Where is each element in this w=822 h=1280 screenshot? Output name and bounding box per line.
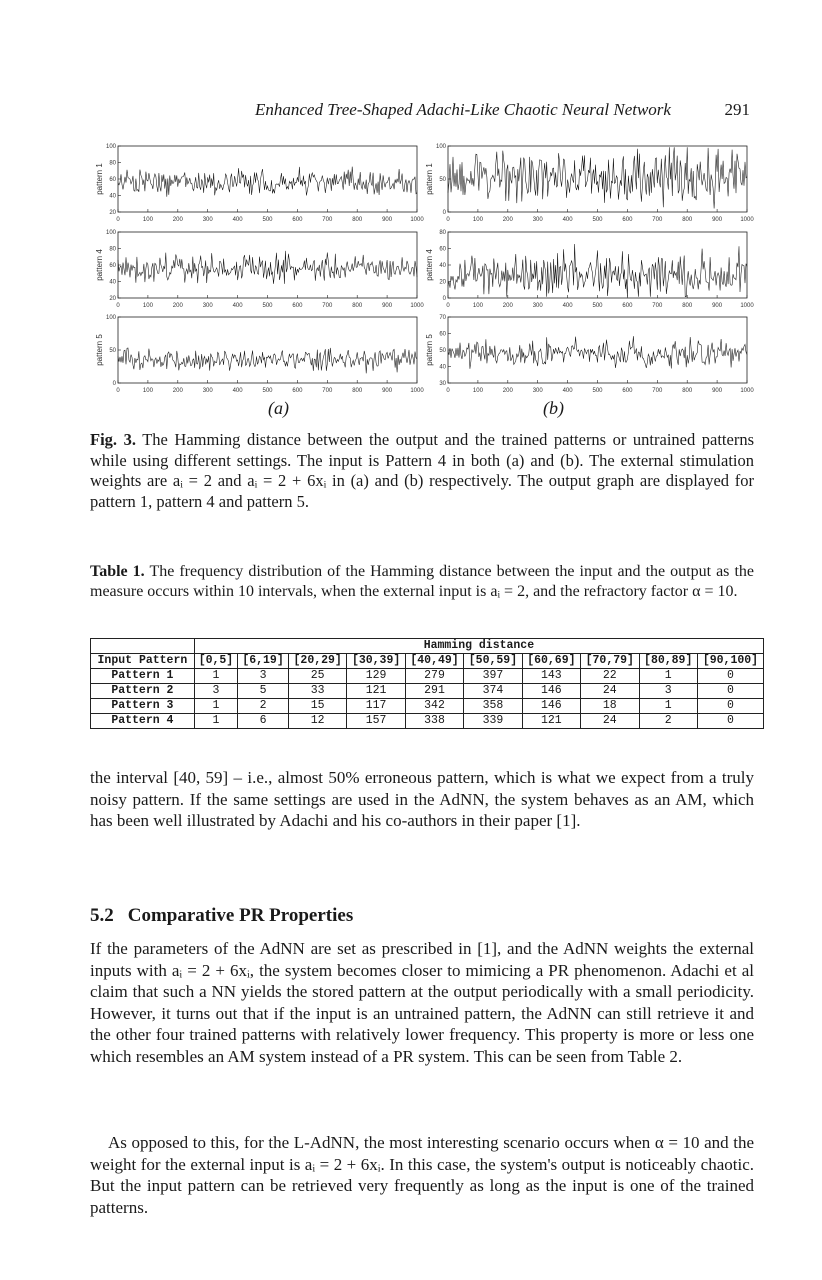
table-caption-text: The frequency distribution of the Hamming distance between the input and the output as the measure occurs within 10 intervals, when the external input is aᵢ = 2, and the refractory factor α = 10. (90, 563, 754, 600)
plot-frame (448, 232, 747, 298)
x-tick-label: 1000 (410, 388, 424, 394)
table-cell: 24 (581, 714, 639, 729)
x-tick-label: 900 (382, 217, 393, 223)
x-tick-label: 200 (502, 217, 513, 223)
x-tick-label: 400 (232, 388, 243, 394)
table-cell: 2 (639, 714, 697, 729)
x-tick-label: 800 (682, 388, 693, 394)
table-cell: 3 (194, 684, 237, 699)
x-tick-label: 300 (532, 388, 543, 394)
table-row-label: Pattern 2 (91, 684, 195, 699)
table-row-label: Pattern 3 (91, 699, 195, 714)
x-tick-label: 900 (712, 217, 723, 223)
plot-b-pattern1 (422, 142, 752, 228)
x-tick-label: 800 (682, 303, 693, 309)
section-number: 5.2 (90, 905, 114, 926)
plot-b-pattern4 (422, 228, 752, 314)
body-paragraph-3-text: As opposed to this, for the L-AdNN, the most interesting scenario occurs when α = 10 and the weight for the external input is aᵢ = 2 + 6xᵢ. In this case, the system's output is noticeably chaotic. But the input pattern can be retrieved very frequently as long as the input is one of the trained patterns. (90, 1133, 754, 1217)
x-tick-label: 300 (532, 217, 543, 223)
x-tick-label: 600 (292, 388, 303, 394)
x-tick-label: 700 (322, 217, 333, 223)
y-tick-label: 20 (109, 296, 116, 302)
x-tick-label: 800 (682, 217, 693, 223)
y-axis-label: pattern 1 (425, 163, 434, 195)
x-tick-label: 0 (446, 388, 450, 394)
table-row (91, 684, 764, 699)
y-tick-label: 80 (109, 160, 116, 167)
x-tick-label: 200 (172, 303, 183, 309)
plot-frame (118, 146, 417, 212)
table-cell: 1 (639, 699, 697, 714)
table-cell: 339 (464, 714, 522, 729)
table-cell: 0 (697, 699, 763, 714)
y-tick-label: 100 (105, 230, 116, 236)
x-tick-label: 200 (172, 217, 183, 223)
table-cell: 1 (194, 714, 237, 729)
table-cell: 121 (522, 714, 580, 729)
table-cell: 24 (581, 684, 639, 699)
table-row (91, 714, 764, 729)
table-cell: 374 (464, 684, 522, 699)
table-group-header: Hamming distance (194, 639, 763, 654)
x-tick-label: 700 (322, 388, 333, 394)
x-tick-label: 900 (712, 303, 723, 309)
table-col-header: [90,100] (697, 654, 763, 669)
x-tick-label: 300 (202, 303, 213, 309)
x-tick-label: 1000 (740, 303, 754, 309)
body-paragraph-2-text: If the parameters of the AdNN are set as prescribed in [1], and the AdNN weights the external inputs with aᵢ = 2 + 6xᵢ, the system becomes closer to mimicing a PR phenomenon. Adachi et al claim that such a NN yields the stored pattern at the output periodically with a small periodicity. However, it turns out that if the input is an untrained pattern, the AdNN can still retrieve it and the other four trained patterns with relatively lower frequency. This property is more or less one which resembles an AM system instead of a PR system. This can be seen from Table 2. (90, 939, 754, 1066)
x-tick-label: 1000 (410, 217, 424, 223)
y-tick-label: 60 (439, 331, 446, 338)
x-tick-label: 600 (292, 217, 303, 223)
y-tick-label: 40 (109, 279, 116, 286)
panel-b-label: (b) (543, 398, 564, 418)
plot-a-pattern1 (92, 142, 422, 228)
y-tick-label: 100 (435, 144, 446, 150)
table-cell: 5 (238, 684, 289, 699)
x-tick-label: 400 (562, 388, 573, 394)
time-series-plot (422, 142, 752, 228)
x-tick-label: 600 (622, 303, 633, 309)
x-tick-label: 100 (472, 388, 483, 394)
y-tick-label: 30 (439, 381, 446, 387)
plot-a-pattern4 (92, 228, 422, 314)
table-cell: 358 (464, 699, 522, 714)
y-axis-label: pattern 5 (425, 334, 434, 366)
table-col-header: [40,49] (405, 654, 463, 669)
x-tick-label: 400 (232, 303, 243, 309)
table-cell: 12 (288, 714, 346, 729)
figure-caption-text: The Hamming distance between the output and the trained patterns or untrained patterns while using different settings. The input is Pattern 4 in both (a) and (b). The external stimulation weights are aᵢ = 2 and aᵢ = 2 + 6xᵢ in (a) and (b) respectively. The output graph are displayed for pattern 1, pattern 4 and pattern 5. (90, 430, 755, 511)
table-cell: 291 (405, 684, 463, 699)
x-tick-label: 700 (652, 217, 663, 223)
x-tick-label: 600 (292, 303, 303, 309)
x-tick-label: 100 (472, 217, 483, 223)
x-tick-label: 200 (172, 388, 183, 394)
x-tick-label: 400 (562, 303, 573, 309)
y-tick-label: 60 (439, 246, 446, 253)
plot-frame (448, 146, 747, 212)
table-cell: 342 (405, 699, 463, 714)
table-cell: 33 (288, 684, 346, 699)
body-paragraph-1-text: the interval [40, 59] – i.e., almost 50% erroneous pattern, which is what we expect from a truly noisy pattern. If the same settings are used in the AdNN, the system behaves as an AM, which has been well illustrated by Adachi and his co-authors in their paper [1]. (90, 768, 754, 830)
running-title: Enhanced Tree-Shaped Adachi-Like Chaotic Neural Network (255, 100, 671, 119)
x-tick-label: 200 (502, 303, 513, 309)
x-tick-label: 900 (382, 388, 393, 394)
table-cell: 15 (288, 699, 346, 714)
page-number: 291 (724, 100, 750, 119)
plot-frame (118, 317, 417, 383)
hamming-distance-table (90, 638, 764, 729)
x-tick-label: 1000 (740, 388, 754, 394)
table-cell: 157 (347, 714, 405, 729)
y-tick-label: 100 (105, 144, 116, 150)
y-tick-label: 50 (439, 348, 446, 354)
x-tick-label: 200 (502, 388, 513, 394)
y-tick-label: 50 (439, 177, 446, 183)
x-tick-label: 100 (472, 303, 483, 309)
body-paragraph-3 (90, 1132, 754, 1218)
body-paragraph-2 (90, 938, 754, 1067)
y-tick-label: 20 (439, 279, 446, 286)
table-cell: 25 (288, 669, 346, 684)
y-tick-label: 70 (439, 315, 446, 321)
x-tick-label: 500 (592, 217, 603, 223)
x-tick-label: 100 (142, 217, 153, 223)
table-cell: 0 (697, 684, 763, 699)
table-cell: 146 (522, 684, 580, 699)
x-tick-label: 700 (652, 303, 663, 309)
table-caption (90, 562, 754, 602)
table-cell: 2 (238, 699, 289, 714)
y-tick-label: 40 (439, 364, 446, 371)
running-header (255, 100, 750, 120)
time-series-plot (422, 228, 752, 314)
time-series-plot (422, 313, 752, 399)
y-tick-label: 60 (109, 177, 116, 183)
table-cell: 0 (697, 669, 763, 684)
x-tick-label: 700 (652, 388, 663, 394)
signal-trace (448, 336, 747, 369)
x-tick-label: 900 (712, 388, 723, 394)
table-cell: 3 (639, 684, 697, 699)
plot-frame (448, 317, 747, 383)
y-tick-label: 0 (442, 210, 446, 216)
x-tick-label: 400 (562, 217, 573, 223)
panel-a-label: (a) (268, 398, 289, 418)
x-tick-label: 300 (532, 303, 543, 309)
x-tick-label: 0 (446, 303, 450, 309)
y-tick-label: 80 (439, 230, 446, 236)
y-tick-label: 0 (442, 296, 446, 302)
table-col-header: [70,79] (581, 654, 639, 669)
signal-trace (448, 244, 747, 297)
body-paragraph-1 (90, 767, 754, 832)
table-row-header: Input Pattern (91, 654, 195, 669)
y-tick-label: 60 (109, 263, 116, 269)
y-tick-label: 100 (105, 315, 116, 321)
x-tick-label: 600 (622, 217, 633, 223)
plot-b-pattern5 (422, 313, 752, 399)
signal-trace (118, 167, 417, 197)
section-heading (90, 905, 353, 927)
table-row-label: Pattern 1 (91, 669, 195, 684)
y-tick-label: 40 (439, 263, 446, 269)
table-cell: 143 (522, 669, 580, 684)
table-corner-cell (91, 639, 195, 654)
table-cell: 18 (581, 699, 639, 714)
plot-frame (118, 232, 417, 298)
table-cell: 1 (194, 699, 237, 714)
y-tick-label: 50 (109, 348, 116, 354)
x-tick-label: 800 (352, 217, 363, 223)
signal-trace (448, 147, 747, 208)
table-col-header: [20,29] (288, 654, 346, 669)
x-tick-label: 500 (262, 303, 273, 309)
figure-caption-label: Fig. 3. (90, 430, 136, 449)
y-axis-label: pattern 1 (95, 163, 104, 195)
y-tick-label: 80 (109, 246, 116, 253)
table-cell: 146 (522, 699, 580, 714)
x-tick-label: 1000 (410, 303, 424, 309)
signal-trace (118, 348, 417, 373)
figure-caption (90, 430, 754, 512)
table-col-header: [60,69] (522, 654, 580, 669)
y-axis-label: pattern 5 (95, 334, 104, 366)
table-cell: 121 (347, 684, 405, 699)
x-tick-label: 800 (352, 388, 363, 394)
table-col-header: [0,5] (194, 654, 237, 669)
table-col-header: [80,89] (639, 654, 697, 669)
table-row (91, 669, 764, 684)
x-tick-label: 500 (592, 303, 603, 309)
x-tick-label: 0 (116, 217, 120, 223)
x-tick-label: 500 (262, 217, 273, 223)
y-axis-label: pattern 4 (425, 249, 434, 281)
y-tick-label: 40 (109, 193, 116, 200)
x-tick-label: 100 (142, 388, 153, 394)
table-cell: 1 (194, 669, 237, 684)
x-tick-label: 0 (116, 388, 120, 394)
table-cell: 397 (464, 669, 522, 684)
section-title: Comparative PR Properties (127, 905, 354, 926)
x-tick-label: 700 (322, 303, 333, 309)
x-tick-label: 400 (232, 217, 243, 223)
table-caption-label: Table 1. (90, 563, 145, 580)
y-tick-label: 0 (112, 381, 116, 387)
table-cell: 1 (639, 669, 697, 684)
time-series-plot (92, 313, 422, 399)
x-tick-label: 500 (262, 388, 273, 394)
time-series-plot (92, 228, 422, 314)
x-tick-label: 500 (592, 388, 603, 394)
table-cell: 279 (405, 669, 463, 684)
table-cell: 338 (405, 714, 463, 729)
table-row-label: Pattern 4 (91, 714, 195, 729)
y-axis-label: pattern 4 (95, 249, 104, 281)
table-cell: 0 (697, 714, 763, 729)
table-cell: 129 (347, 669, 405, 684)
x-tick-label: 0 (446, 217, 450, 223)
table-cell: 117 (347, 699, 405, 714)
table-cell: 6 (238, 714, 289, 729)
signal-trace (118, 251, 417, 284)
x-tick-label: 900 (382, 303, 393, 309)
y-tick-label: 20 (109, 210, 116, 216)
x-tick-label: 0 (116, 303, 120, 309)
x-tick-label: 300 (202, 217, 213, 223)
x-tick-label: 300 (202, 388, 213, 394)
table-row (91, 699, 764, 714)
time-series-plot (92, 142, 422, 228)
x-tick-label: 100 (142, 303, 153, 309)
plot-a-pattern5 (92, 313, 422, 399)
table-cell: 3 (238, 669, 289, 684)
x-tick-label: 800 (352, 303, 363, 309)
x-tick-label: 600 (622, 388, 633, 394)
table-cell: 22 (581, 669, 639, 684)
table-col-header: [6,19] (238, 654, 289, 669)
table-col-header: [30,39] (347, 654, 405, 669)
x-tick-label: 1000 (740, 217, 754, 223)
table-col-header: [50,59] (464, 654, 522, 669)
